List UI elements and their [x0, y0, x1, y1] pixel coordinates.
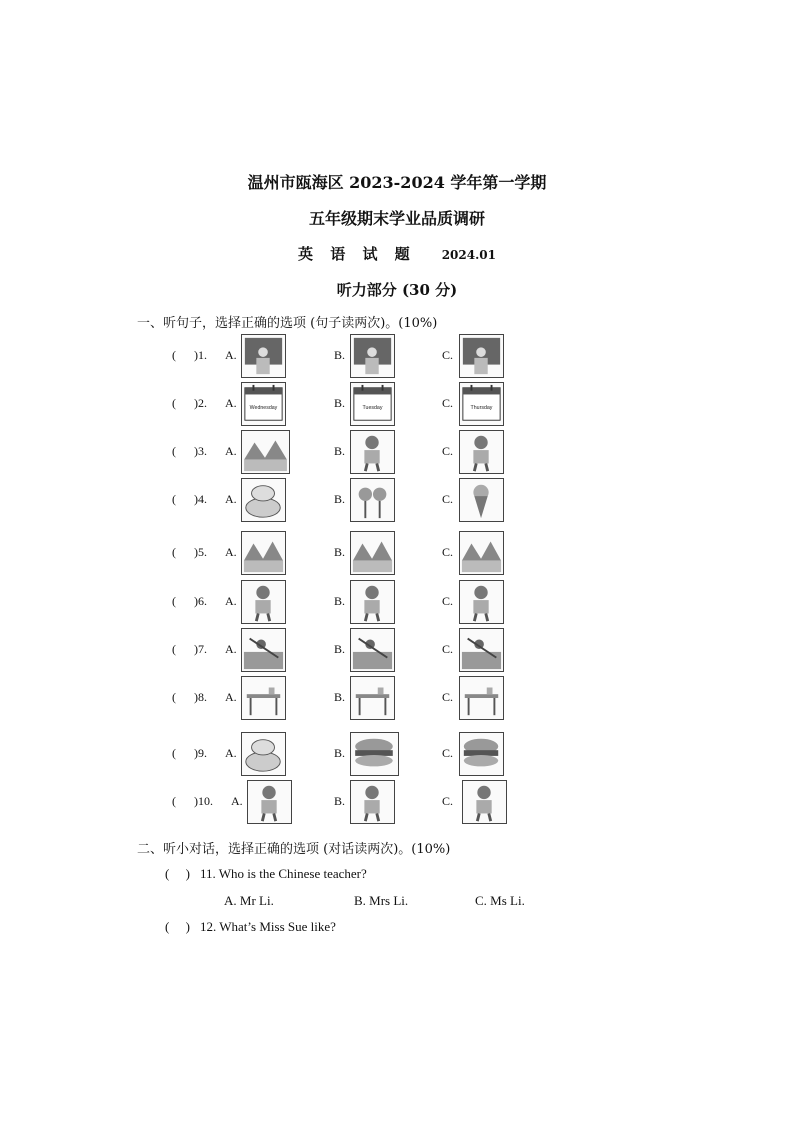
exam-title-line2: 五年级期末学业品质调研: [308, 209, 485, 228]
section2-instruction: 二、听小对话，选择正确的选项 (对话读两次)。(10%): [137, 842, 451, 857]
option-label-a: A.: [225, 746, 237, 760]
option-label-b: B.: [334, 444, 346, 458]
salad-bowl-icon: [242, 479, 285, 521]
option-label-a: A.: [225, 492, 237, 506]
option-label-b: B.: [334, 690, 346, 704]
rowing-icon: [459, 628, 504, 672]
question-number[interactable]: ( )9.: [172, 746, 207, 760]
svg-text:Wednesday: Wednesday: [249, 404, 278, 411]
sandwich-icon: [459, 732, 504, 776]
table-icon: [242, 677, 285, 719]
q11-option-a: A. Mr Li.: [224, 893, 274, 908]
teacher-pointing-icon: [350, 334, 395, 378]
lollipops-icon: [350, 478, 395, 522]
boy-writing-icon: [460, 431, 503, 473]
option-label-b: B.: [334, 492, 346, 506]
question-number[interactable]: ( )8.: [172, 690, 207, 704]
boy-walking-icon: [350, 580, 395, 624]
option-label-b: B.: [334, 396, 346, 410]
q11-option-c: C. Ms Li.: [475, 893, 525, 908]
salad-bowl-icon: [241, 478, 286, 522]
option-label-c: C.: [442, 746, 454, 760]
calendar-icon: [242, 383, 285, 425]
hamburger-icon: [351, 733, 398, 775]
mountain-village-icon: [460, 532, 503, 574]
sandwich-icon: [460, 733, 503, 775]
calendar-icon: [350, 382, 395, 426]
option-label-a: A.: [225, 594, 237, 608]
swimming-icon: [351, 629, 394, 671]
question-number[interactable]: ( )4.: [172, 492, 207, 506]
boy-reading-icon: [351, 431, 394, 473]
section1-instruction: 一、听句子，选择正确的选项 (句子读两次)。(10%): [137, 316, 438, 331]
boy-cleaning-icon: [247, 780, 292, 824]
hamburger-icon: [350, 732, 399, 776]
option-label-a: A.: [225, 396, 237, 410]
option-label-c: C.: [442, 348, 454, 362]
q12-answer-paren[interactable]: ( ): [165, 919, 190, 934]
teacher-pointing-icon: [351, 335, 394, 377]
city-icon: [241, 531, 286, 575]
football-icon: [462, 780, 507, 824]
option-label-b: B.: [334, 746, 346, 760]
listening-part-title: 听力部分 (30 分): [336, 281, 458, 299]
rowing-icon: [460, 629, 503, 671]
question-number[interactable]: ( )2.: [172, 396, 207, 410]
option-label-c: C.: [442, 794, 454, 808]
option-label-b: B.: [334, 642, 346, 656]
question-number[interactable]: ( )1.: [172, 348, 207, 362]
football-icon: [463, 781, 506, 823]
buns-icon: [242, 733, 285, 775]
river-icon: [350, 531, 395, 575]
question-number[interactable]: ( )7.: [172, 642, 207, 656]
boy-walking-icon: [351, 581, 394, 623]
girl-sitting-icon: [241, 580, 286, 624]
question-number[interactable]: ( )3.: [172, 444, 207, 458]
option-label-b: B.: [334, 348, 346, 362]
option-label-c: C.: [442, 545, 454, 559]
option-label-c: C.: [442, 642, 454, 656]
question-number[interactable]: ( )6.: [172, 594, 207, 608]
option-label-b: B.: [334, 794, 346, 808]
fishing-icon: [241, 628, 286, 672]
exam-date: 2024.01: [441, 248, 496, 262]
svg-text:Tuesday: Tuesday: [362, 404, 383, 411]
option-label-c: C.: [442, 396, 454, 410]
landscape-tv-icon: [242, 431, 289, 473]
table-icon: [460, 677, 503, 719]
table-icon: [459, 676, 504, 720]
q11-answer-paren[interactable]: ( ): [165, 866, 190, 881]
calendar-icon: [351, 383, 394, 425]
teacher-icon: [242, 335, 285, 377]
calendar-icon: [460, 383, 503, 425]
basketball-icon: [351, 781, 394, 823]
river-icon: [351, 532, 394, 574]
swimming-icon: [350, 628, 395, 672]
option-label-c: C.: [442, 492, 454, 506]
option-label-c: C.: [442, 594, 454, 608]
teacher-board-icon: [460, 335, 503, 377]
ice-cream-icon: [459, 478, 504, 522]
option-label-a: A.: [225, 642, 237, 656]
exam-subject-line: [0, 243, 794, 264]
lollipops-icon: [351, 479, 394, 521]
teacher-icon: [241, 334, 286, 378]
girl-sitting-icon: [242, 581, 285, 623]
option-label-c: C.: [442, 690, 454, 704]
exam-title-line1: 温州市瓯海区 2023-2024 学年第一学期: [247, 173, 547, 192]
calendar-icon: [241, 382, 286, 426]
q12-text: 12. What’s Miss Sue like?: [200, 919, 336, 934]
option-label-c: C.: [442, 444, 454, 458]
teacher-board-icon: [459, 334, 504, 378]
option-label-a: A.: [225, 348, 237, 362]
svg-text:Thursday: Thursday: [470, 404, 493, 411]
option-label-a: A.: [225, 545, 237, 559]
option-label-b: B.: [334, 594, 346, 608]
fishing-icon: [242, 629, 285, 671]
q11-text: 11. Who is the Chinese teacher?: [200, 866, 367, 881]
boy-sitting-icon: [459, 580, 504, 624]
ice-cream-icon: [460, 479, 503, 521]
option-label-a: A.: [225, 444, 237, 458]
boy-sitting-icon: [460, 581, 503, 623]
option-label-a: A.: [231, 794, 243, 808]
exam-subject: 英 语 试 题: [298, 245, 416, 263]
q11-option-b: B. Mrs Li.: [354, 893, 409, 908]
boy-cleaning-icon: [248, 781, 291, 823]
option-label-b: B.: [334, 545, 346, 559]
boy-writing-icon: [459, 430, 504, 474]
buns-icon: [241, 732, 286, 776]
question-number[interactable]: ( )5.: [172, 545, 207, 559]
landscape-tv-icon: [241, 430, 290, 474]
table-icon: [241, 676, 286, 720]
calendar-icon: [459, 382, 504, 426]
mountain-village-icon: [459, 531, 504, 575]
option-label-a: A.: [225, 690, 237, 704]
question-number[interactable]: ( )10.: [172, 794, 213, 808]
table-icon: [350, 676, 395, 720]
boy-reading-icon: [350, 430, 395, 474]
city-icon: [242, 532, 285, 574]
basketball-icon: [350, 780, 395, 824]
table-icon: [351, 677, 394, 719]
